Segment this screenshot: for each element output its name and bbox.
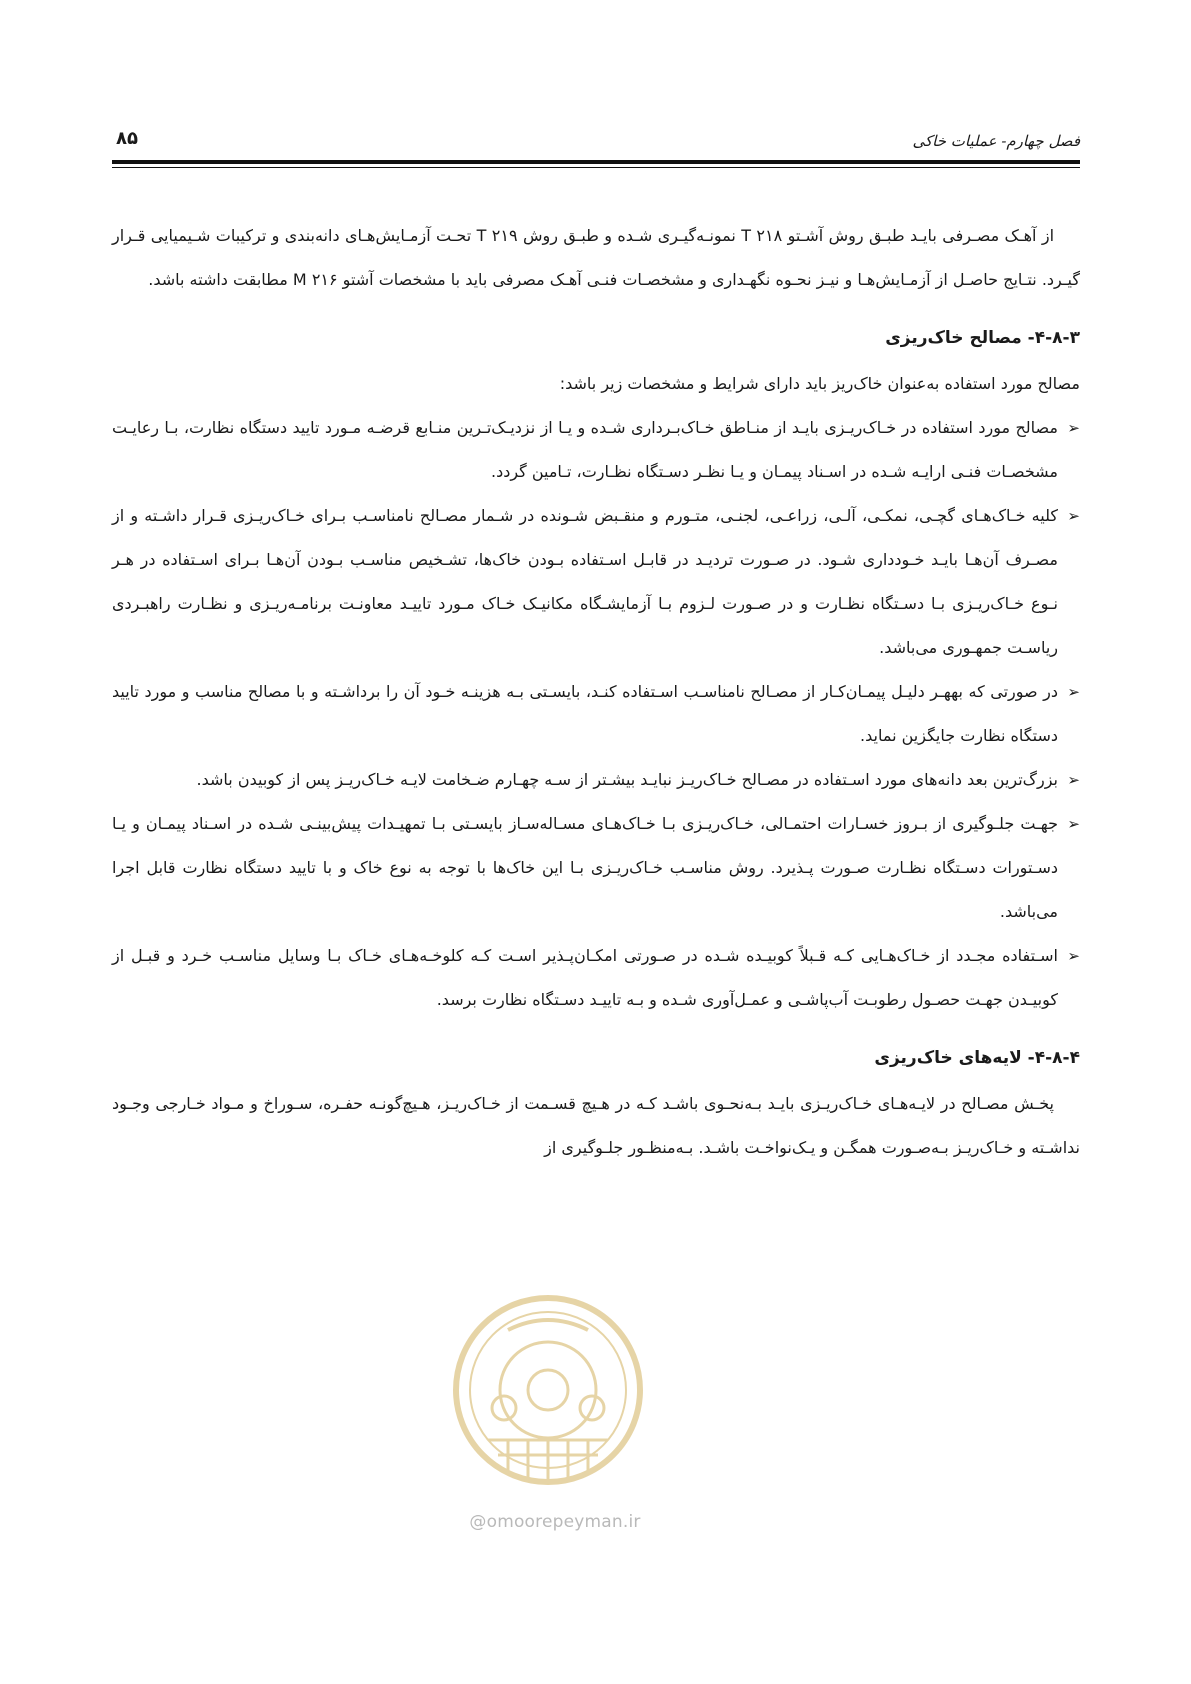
section-heading-layers: ۴-۸-۴- لایه‌های خاک‌ریزی xyxy=(874,1048,1080,1068)
list-item-text: اسـتفاده مجـدد از خـاک‌هـایی کـه قـبلاً کوبیـده شـده در صـورتی امکـان‌پـذیر اسـت کـه کلوخـه‌هـای خـاک بـا وسایل مناسـب خـرد و قبـل از کوبیـدن جهـت حصـول رطوبـت آب‌پاشـی و عمـل‌آوری شـده و بـه تاییـد دسـتگاه نظارت برسد. xyxy=(112,946,1058,1009)
list-item xyxy=(112,406,1080,494)
list-item-text: جهـت جلـوگیری از بـروز خسـارات احتمـالی، خـاک‌ریـزی بـا خـاک‌هـای مسـاله‌سـاز بایسـتی بـا تمهیـدات پیش‌بینـی شـده در اسـناد پیمـان و یـا دسـتورات دسـتگاه نظـارت صـورت پـذیرد. روش مناسـب خـاک‌ریـزی بـا این خاک‌ها با توجه به نوع خاک و با تایید دستگاه نظارت قابل اجرا می‌باشد. xyxy=(112,814,1058,921)
watermark-site-text: @omoorepeyman.ir xyxy=(469,1512,641,1532)
header-rule-thick xyxy=(112,160,1080,164)
list-item-text: کلیه خـاک‌هـای گچـی، نمکـی، آلـی، زراعـی، لجنـی، متـورم و منقـبض شـونده در شـمار مصـالح نامناسـب بـرای خـاک‌ریـزی قـرار داشـته و از مصـرف آن‌هـا بایـد خـودداری شـود. در صـورت تردیـد در قابـل اسـتفاده بـودن خاک‌ها، تشـخیص مناسـب بـودن آن‌هـا بـرای اسـتفاده در هـر نـوع خـاک‌ریـزی بـا دسـتگاه نظـارت و در صـورت لـزوم بـا آزمایشـگاه مکانیـک خـاک مـورد تاییـد معاونـت برنامـه‌ریـزی و نظـارت راهبـردی ریاسـت جمهـوری می‌باشد. xyxy=(112,506,1058,657)
page-number: ۸۵ xyxy=(116,128,138,149)
list-item xyxy=(112,670,1080,758)
checkmark-arrow-icon: ➢ xyxy=(1067,771,1080,789)
list-item-text: مصالح مورد استفاده در خـاک‌ریـزی بایـد از منـاطق خـاک‌بـرداری شـده و یـا از نزدیـک‌تـرین منـابع قرضـه مـورد تایید دستگاه نظارت، بـا رعایـت مشخصـات فنـی ارایـه شـده در اسـناد پیمـان و یـا نظـر دسـتگاه نظـارت، تـامین گردد. xyxy=(112,418,1058,481)
requirements-list xyxy=(112,406,1080,1022)
list-item xyxy=(112,802,1080,934)
body-content xyxy=(112,214,1080,1170)
checkmark-arrow-icon: ➢ xyxy=(1067,419,1080,437)
checkmark-arrow-icon: ➢ xyxy=(1067,947,1080,965)
chapter-title: فصل چهارم- عملیات خاکی xyxy=(912,132,1080,150)
checkmark-arrow-icon: ➢ xyxy=(1067,683,1080,701)
watermark-emblem-icon xyxy=(448,1290,648,1500)
list-item-text: بزرگ‌ترین بعد دانه‌های مورد اسـتفاده در مصـالح خـاک‌ریـز نبایـد بیشـتر از سـه چهـارم ضـخامت لایـه خـاک‌ریـز پس از کوبیدن باشد. xyxy=(196,770,1058,789)
header-rule-thin xyxy=(112,167,1080,168)
running-header xyxy=(112,128,1080,158)
list-item-text: در صورتی که بههـر دلیـل پیمـان‌کـار از مصـالح نامناسـب اسـتفاده کنـد، بایسـتی بـه هزینـه خـود آن را برداشـته و با مصالح مناسب و مورد تایید دستگاه نظارت جایگزین نماید. xyxy=(112,682,1058,745)
section-lead: مصالح مورد استفاده به‌عنوان خاک‌ریز باید دارای شرایط و مشخصات زیر باشد: xyxy=(559,374,1080,393)
list-item xyxy=(112,758,1080,802)
list-item xyxy=(112,494,1080,670)
section-heading-materials: ۴-۸-۳- مصالح خاک‌ریزی xyxy=(885,328,1080,348)
intro-paragraph: از آهـک مصـرفی بایـد طبـق روش آشـتو T ۲۱۸ نمونـه‌گیـری شـده و طبـق روش T ۲۱۹ تحـت آزمـایش‌هـای دانه‌بندی و ترکیبات شـیمیایی قـرار گیـرد. نتـایج حاصـل از آزمـایش‌هـا و نیـز نحـوه نگهـداری و مشخصـات فنـی آهـک مصرفی باید با مشخصات آشتو M ۲۱۶ مطابقت داشته باشد. xyxy=(112,226,1080,289)
checkmark-arrow-icon: ➢ xyxy=(1067,815,1080,833)
list-item xyxy=(112,934,1080,1022)
checkmark-arrow-icon: ➢ xyxy=(1067,507,1080,525)
layers-paragraph: پخـش مصـالح در لایـه‌هـای خـاک‌ریـزی بایـد بـه‌نحـوی باشـد کـه در هـیچ قسـمت از خـاک‌ریـز، هـیچ‌گونـه حفـره، سـوراخ و مـواد خـارجی وجـود نداشـته و خـاک‌ریـز بـه‌صـورت همگـن و یـک‌نواخـت باشـد. بـه‌منظـور جلـوگیری از xyxy=(112,1094,1080,1157)
